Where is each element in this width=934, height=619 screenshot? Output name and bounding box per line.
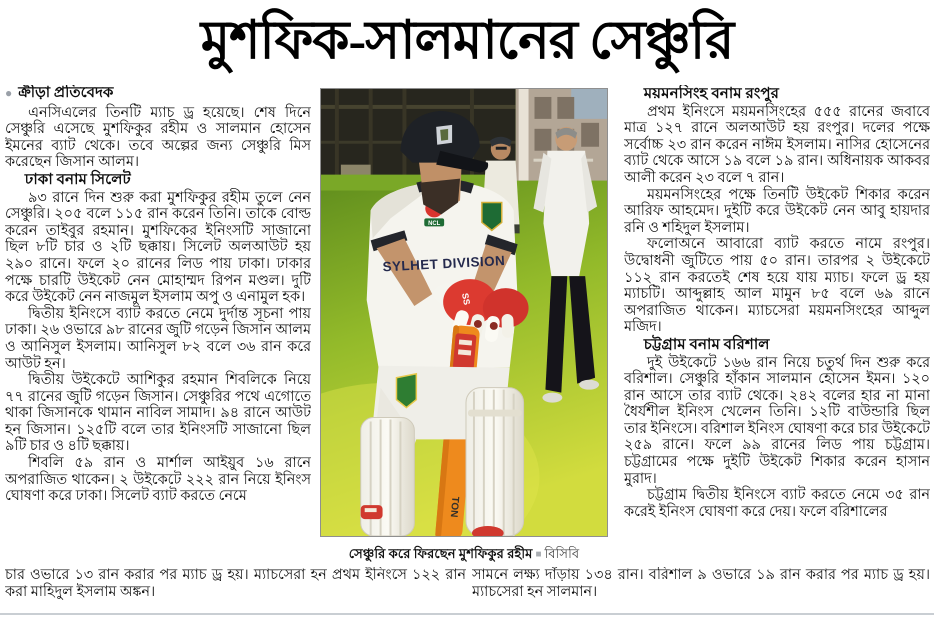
- glove-brand-text: SS: [460, 292, 472, 306]
- photo-mushfiqur-rahim: [320, 88, 608, 537]
- photo-caption-text: সেঞ্চুরি করে ফিরছেন মুশফিকুর রহীম: [348, 546, 533, 561]
- subhead-mymensingh-vs-rangpur: ময়মনসিংহ বনাম রংপুর: [643, 85, 780, 102]
- article-paragraph: চার ওভারে ১৩ রান করার পর ম্যাচ ড্র হয়। ম্যাচসেরা হন প্রথম ইনিংসে ১২২ রান করা মাহিদুল ইসলাম অঙ্কন।: [5, 567, 466, 600]
- subhead-chattogram-vs-barishal: চট্টগ্রাম বনাম বরিশাল: [643, 335, 770, 353]
- byline: [5, 85, 311, 102]
- article-column-left: [5, 85, 311, 567]
- byline-label: ক্রীড়া প্রতিবেদক: [18, 85, 114, 101]
- article-paragraph: দ্বিতীয় উইকেটে আশিকুর রহমান শিবলিকে নিয়ে ৭৭ রানের জুটি গড়েন জিসান। সেঞ্চুরির পথে এগোতে থাকা জিসানকে থামান নাবিল সামাদ। ৯৪ রানে আউট হন জিসান। ১২৫টি বলে তার ইনিংসটি সাজানো ছিল ৯টি চার ও ৪টি ছক্কায়।: [5, 372, 311, 455]
- article-paragraph: প্রথম ইনিংসে ময়মনসিংহের ৫৫৫ রানের জবাবে মাত্র ১২৭ রানে অলআউট হয় রংপুর। দলের পক্ষে সর্বোচ্চ ২৩ রান করেন নাঈম ইসলাম। নাসির হোসেনের ব্যাট থেকে আসে ১৯ বলে ১৯ রান। অধিনায়ক আকবর আলী করেন ২৩ বলে ৭ রান।: [624, 103, 930, 186]
- article-continuation-left: [5, 567, 466, 611]
- article-paragraph: দ্বিতীয় ইনিংসে ব্যাট করতে নেমে দুর্দান্ত সূচনা পায় ঢাকা। ২৬ ওভারে ৯৮ রানের জুটি গড়েন জিসান আলম ও আনিসুল ইসলাম। আনিসুল ৮২ বলে ৩৬ রান করে আউট হন।: [5, 305, 311, 372]
- bottom-divider: [0, 613, 934, 615]
- photo-caption: [320, 544, 608, 566]
- article-paragraph: ময়মনসিংহের পক্ষে তিনটি উইকেট শিকার করেন আরিফ আহমেদ। দুইটি করে উইকেট নেন আবু হায়দার রনি ও শহিদুল ইসলাম।: [624, 186, 930, 236]
- jersey-text: SYLHET DIVISION: [382, 252, 506, 275]
- ncl-patch-text: NCL: [428, 220, 441, 227]
- bat-brand-text: TON: [447, 496, 461, 518]
- article-column-right: [624, 85, 930, 567]
- subhead-dhaka-vs-sylhet: ঢাকা বনাম সিলেট: [24, 170, 131, 188]
- photo-figure: [320, 88, 608, 566]
- byline-bullet-icon: ●: [5, 86, 13, 101]
- caption-square-icon: ■: [535, 549, 542, 560]
- article-paragraph: ফলোঅনে আবারো ব্যাট করতে নামে রংপুর। উদ্বোধনী জুটিতে পায় ৫০ রান। তারপর ২ উইকেটে ১১২ রান করতেই শেষ হয়ে যায় ম্যাচ। ফলে ড্র হয় ম্যাচটি। আব্দুল্লাহ আল মামুন ৮৫ বলে ৬৯ রানে অপরাজিত থাকেন। ম্যাচসেরা ময়মনসিংহের আব্দুল মজিদ।: [624, 236, 930, 336]
- article-paragraph: শিবলি ৫৯ রান ও মার্শাল আইয়ুব ১৬ রানে অপরাজিত থাকেন। ২ উইকেটে ২২২ রান নিয়ে ইনিংস ঘোষণা করে ঢাকা। সিলেট ব্যাট করতে নেমে: [5, 455, 311, 505]
- article-paragraph: দুই উইকেটে ১৬৬ রান নিয়ে চতুর্থ দিন শুরু করে বরিশাল। সেঞ্চুরি হাঁকান সালমান হোসেন ইমন। ১২০ রান আসে তার ব্যাট থেকে। ২৪২ বলের হার না মানা ধৈর্যশীল ইনিংস খেলেন তিনি। ১২টি বাউন্ডারি ছিল তার ইনিংসে। বরিশাল ইনিংস ঘোষণা করে চার উইকেটে ২৫৯ রানে। ফলে ৯৯ রানের লিড পায় চট্টগ্রাম। চট্টগ্রামের পক্ষে দুইটি উইকেট শিকার করেন হাসান মুরাদ।: [624, 354, 930, 487]
- article-continuation-right: [472, 567, 930, 611]
- article-paragraph: সামনে লক্ষ্য দাঁড়ায় ১৩৪ রান। বরিশাল ৯ ওভারে ১৯ রান করার পর ম্যাচ ড্র হয়। ম্যাচসেরা হন সালমান।: [472, 567, 930, 600]
- page-title: মুশফিক-সালমানের সেঞ্চুরি: [200, 12, 734, 70]
- thigh-badge: [396, 374, 416, 408]
- photo-credit: বিসিবি: [544, 546, 580, 561]
- article-paragraph: এনসিএলের তিনটি ম্যাচ ড্র হয়েছে। শেষ দিনে সেঞ্চুরি এসেছে মুশফিকুর রহীম ও সালমান হোসেন ইমনের ব্যাট থেকে। তবে অল্পের জন্য সেঞ্চুরি মিস করেছেন জিসান আলম।: [5, 104, 311, 171]
- article-paragraph: চট্টগ্রাম দ্বিতীয় ইনিংসে ব্যাট করতে নেমে ৩৫ রান করেই ইনিংস ঘোষণা করে দেয়। ফলে বরিশালের: [624, 487, 930, 520]
- article-paragraph: ৯৩ রানে দিন শুরু করা মুশফিকুর রহীম তুলে নেন সেঞ্চুরি। ২০৫ বলে ১১৫ রান করেন তিনি। তাকে বোল্ড করেন তাইবুর রহমান। মুশফিকের ইনিংসটি সাজানো ছিল ৮টি চার ও ২টি ছক্কায়। সিলেট অলআউট হয় ২৯০ রানে। ফলে ২০ রানের লিড পায় ঢাকা। ঢাকার পক্ষে চারটি উইকেট নেন মোহাম্মদ রিপন মণ্ডল। দুটি করে উইকেট নেন নাজমুল ইসলাম অপু ও এনামুল হক।: [5, 189, 311, 306]
